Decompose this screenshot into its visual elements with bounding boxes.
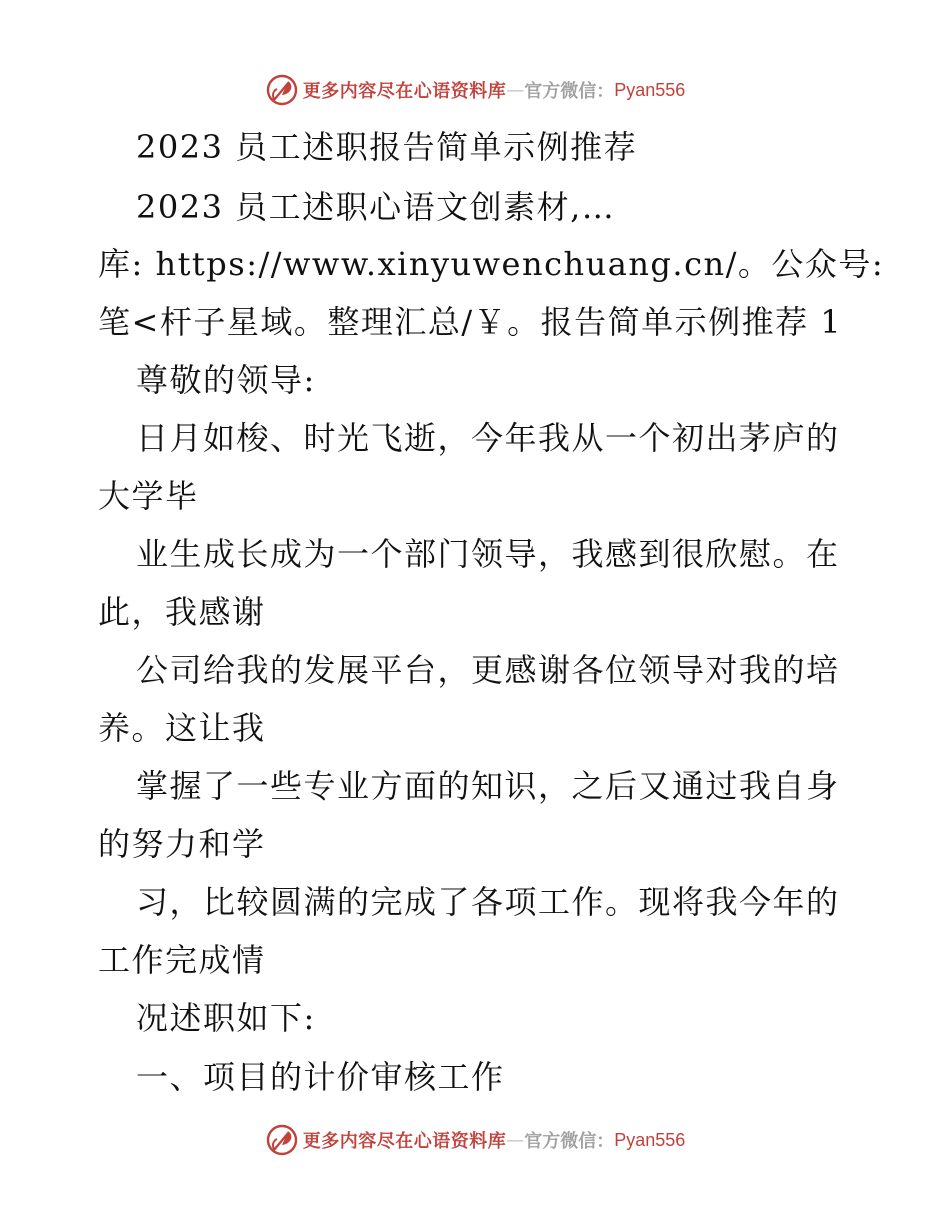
banner-official-label: 官方微信：: [524, 81, 615, 102]
text-line: 日月如梭、时光飞逝，今年我从一个初出茅庐的: [136, 419, 840, 457]
text-line: 业生成长成为一个部门领导，我感到很欣慰。在: [136, 535, 840, 573]
text-line: 库: https://www.xinyuwenchuang.cn/。公众号:: [98, 245, 885, 283]
footer-banner: [0, 1120, 950, 1160]
text-line: 工作完成情: [98, 941, 266, 979]
text-line: 大学毕: [98, 477, 199, 515]
salutation: 尊敬的领导:: [136, 361, 316, 399]
feather-pen-logo-icon: [265, 73, 299, 107]
text-line: 养。这让我: [98, 709, 266, 747]
banner-dash: —: [506, 79, 525, 101]
text-line: 况述职如下:: [136, 999, 316, 1037]
text-line: 习，比较圆满的完成了各项工作。现将我今年的: [136, 883, 840, 921]
header-banner: [0, 70, 950, 110]
text-line: 此，我感谢: [98, 593, 266, 631]
text-line: 笔<杆子星域。整理汇总/￥。报告简单示例推荐 1: [98, 303, 843, 341]
section-heading: 一、项目的计价审核工作: [136, 1058, 505, 1096]
text-line: 的努力和学: [98, 825, 266, 863]
text-line: 掌握了一些专业方面的知识，之后又通过我自身: [136, 767, 840, 805]
banner-brand-text: 更多内容尽在心语资料库: [302, 1131, 507, 1152]
banner-wechat-id: Pyan556: [614, 79, 686, 100]
text-line: 2023 员工述职心语文创素材,…: [136, 188, 616, 226]
banner-wechat-id: Pyan556: [614, 1129, 686, 1150]
banner-official-label: 官方微信：: [524, 1131, 615, 1152]
text-line: 公司给我的发展平台，更感谢各位领导对我的培: [136, 651, 840, 689]
banner-brand-text: 更多内容尽在心语资料库: [302, 81, 507, 102]
feather-pen-logo-icon: [265, 1123, 299, 1157]
banner-dash: —: [506, 1129, 525, 1151]
document-title: 2023 员工述职报告简单示例推荐: [136, 128, 638, 166]
